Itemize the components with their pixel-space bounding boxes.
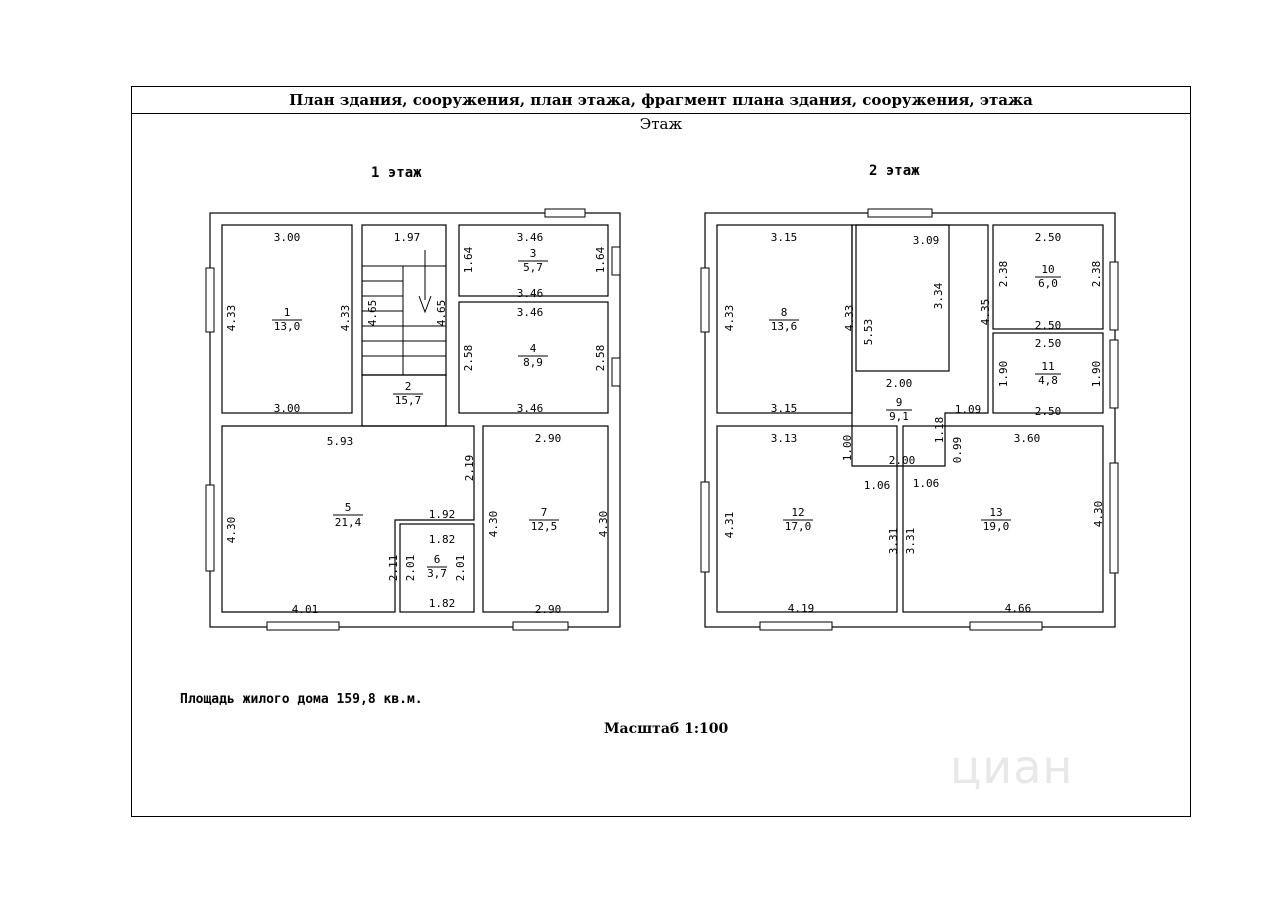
dimension-label: 1.82	[428, 533, 456, 546]
room-number: 10	[1041, 263, 1055, 276]
room-number: 1	[283, 306, 291, 319]
room1-outline	[222, 225, 352, 413]
section-subtitle: Этаж	[639, 115, 683, 133]
dimension-label: 1.06	[912, 477, 940, 490]
dimension-label: 3.31	[887, 527, 900, 555]
dimension-label: 4.33	[225, 304, 238, 332]
room-number: 5	[344, 501, 352, 514]
dimension-label: 4.30	[597, 510, 610, 538]
dimension-label: 3.13	[770, 432, 798, 445]
dimension-label: 1.06	[863, 479, 891, 492]
room-area: 3,7	[427, 567, 447, 580]
dimension-label: 1.90	[997, 360, 1010, 388]
dimension-label: 3.15	[770, 402, 798, 415]
dimension-label: 2.00	[888, 454, 916, 467]
room-area: 8,9	[523, 356, 543, 369]
floor-2-title: 2 этаж	[869, 163, 920, 179]
dimension-labels	[225, 231, 1105, 616]
dimension-label: 2.11	[387, 554, 400, 582]
room-area: 21,4	[334, 516, 362, 529]
dimension-label: 4.30	[225, 516, 238, 544]
walls	[210, 213, 1115, 627]
dimension-label: 1.64	[462, 246, 475, 274]
dimension-label: 4.01	[291, 603, 319, 616]
room-area: 13,6	[770, 320, 798, 333]
room-area: 19,0	[982, 520, 1010, 533]
dimension-label: 2.58	[462, 344, 475, 372]
room-number: 6	[433, 553, 441, 566]
dimension-label: 5.93	[326, 435, 354, 448]
dimension-label: 4.66	[1004, 602, 1032, 615]
dimension-label: 3.15	[770, 231, 798, 244]
dimension-label: 4.65	[435, 299, 448, 327]
dimension-label: 3.46	[516, 287, 544, 300]
watermark: циан	[950, 740, 1074, 794]
scale-label: Масштаб 1:100	[604, 721, 729, 737]
room-area: 4,8	[1038, 374, 1058, 387]
dimension-label: 4.65	[366, 299, 379, 327]
dimension-label: 2.90	[534, 603, 562, 616]
windows	[206, 209, 1118, 630]
dimension-label: 2.01	[454, 554, 467, 582]
dimension-label: 1.92	[428, 508, 456, 521]
floor-1-title: 1 этаж	[371, 165, 422, 181]
room13-outline	[903, 426, 1103, 612]
room7-outline	[483, 426, 608, 612]
dimension-label: 1.64	[594, 246, 607, 274]
dimension-label: 1.97	[393, 231, 421, 244]
dimension-label: 4.31	[723, 511, 736, 539]
dimension-label: 1.00	[841, 434, 854, 462]
room-number: 7	[540, 506, 548, 519]
dimension-label: 2.50	[1034, 405, 1062, 418]
dimension-label: 3.31	[904, 527, 917, 555]
document-title: План здания, сооружения, план этажа, фрагмент плана здания, сооружения, этажа	[132, 87, 1190, 114]
dimension-label: 3.46	[516, 231, 544, 244]
dimension-label: 3.60	[1013, 432, 1041, 445]
room-number: 13	[989, 506, 1003, 519]
room8-outline	[717, 225, 852, 413]
room-area: 12,5	[530, 520, 558, 533]
dimension-label: 2.50	[1034, 319, 1062, 332]
room-area: 5,7	[523, 261, 543, 274]
dimension-label: 4.33	[843, 304, 856, 332]
dimension-label: 2.38	[1090, 260, 1103, 288]
room-number: 4	[529, 342, 537, 355]
room-number: 3	[529, 247, 537, 260]
room-number: 9	[895, 396, 903, 409]
dimension-label: 2.38	[997, 260, 1010, 288]
room-number: 11	[1041, 360, 1055, 373]
room-area: 13,0	[273, 320, 301, 333]
dimension-label: 2.50	[1034, 337, 1062, 350]
dimension-label: 2.01	[404, 554, 417, 582]
dimension-label: 0.99	[951, 436, 964, 464]
dimension-label: 1.09	[954, 403, 982, 416]
dimension-label: 2.90	[534, 432, 562, 445]
room-number: 2	[404, 380, 412, 393]
total-area-label: Площадь жилого дома 159,8 кв.м.	[180, 692, 423, 707]
room-number: 8	[780, 306, 788, 319]
room-number: 12	[791, 506, 805, 519]
dimension-label: 2.00	[885, 377, 913, 390]
room-area: 6,0	[1038, 277, 1058, 290]
dimension-label: 1.18	[933, 416, 946, 444]
dimension-label: 5.53	[862, 318, 875, 346]
dimension-label: 2.58	[594, 344, 607, 372]
room12-outline	[717, 426, 897, 612]
dimension-label: 3.46	[516, 402, 544, 415]
dimension-label: 4.30	[487, 510, 500, 538]
dimension-label: 3.09	[912, 234, 940, 247]
dimension-label: 1.90	[1090, 360, 1103, 388]
dimension-label: 3.00	[273, 231, 301, 244]
room-area: 9,1	[889, 410, 909, 423]
dimension-label: 4.33	[723, 304, 736, 332]
dimension-label: 3.00	[273, 402, 301, 415]
dimension-label: 2.50	[1034, 231, 1062, 244]
dimension-label: 3.46	[516, 306, 544, 319]
dimension-label: 4.30	[1092, 500, 1105, 528]
room-area: 15,7	[394, 394, 422, 407]
dimension-label: 4.33	[339, 304, 352, 332]
room-area: 17,0	[784, 520, 812, 533]
dimension-label: 4.35	[979, 298, 992, 326]
dimension-label: 3.34	[932, 282, 945, 310]
dimension-label: 4.19	[787, 602, 815, 615]
dimension-label: 1.82	[428, 597, 456, 610]
dimension-label: 2.19	[463, 454, 476, 482]
